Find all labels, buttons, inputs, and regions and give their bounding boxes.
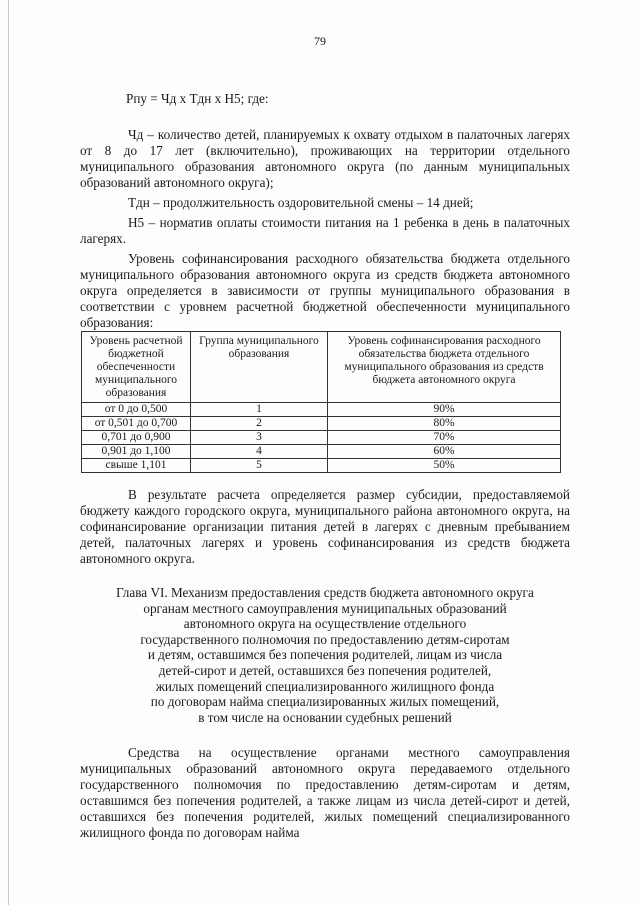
chapter-line: органам местного самоуправления муниципальных образований [143,600,507,616]
cell-level: 70% [328,431,561,445]
table-row [82,403,561,417]
cell-group: 2 [191,417,328,431]
scan-edge-line [8,0,9,905]
cell-range: от 0 до 0,500 [82,403,191,417]
cell-level: 80% [328,417,561,431]
final-paragraph: Средства на осуществление органами местного самоуправления муниципальных образований автономного округа передаваемого отдельного государственного полномочия по предоставлению детям-сиротам и детям, оставшимся без попечения родителей, а также лицам из числа детей-сирот и детей, оставшихся без попечения родителей, жилых помещений специализированного жилищного фонда по договорам найма [80,745,570,840]
result-paragraph: В результате расчета определяется размер субсидии, предоставляемой бюджету каждого городского округа, муниципального района автономного округа, на софинансирование организации питания детей в лагерях с дневным пребыванием детей, палаточных лагерях и уровень софинансирования из средств бюджета автономного округа. [80,487,570,566]
cell-level: 60% [328,445,561,459]
cell-group: 1 [191,403,328,417]
table-header-row [82,332,561,403]
cell-group: 4 [191,445,328,459]
cell-range: свыше 1,101 [82,459,191,473]
header-budget-provision-level: Уровень расчетной бюджетной обеспеченности муниципального образования [82,332,191,403]
definitions-block [80,127,570,331]
cofinancing-intro-paragraph: Уровень софинансирования расходного обязательства бюджета отдельного муниципального образования автономного округа из средств бюджета автономного округа определяется в зависимости от группы муниципального образования в соответствии с уровнем расчетной бюджетной обеспеченности муниципального образования: [80,251,570,330]
final-block [80,745,570,841]
chapter-line: жилых помещений специализированного жилищного фонда [155,678,495,694]
cofinancing-table [81,331,561,473]
definition-shift-duration: Тдн – продолжительность оздоровительной смены – 14 дней; [128,195,474,210]
header-cofinancing-level: Уровень софинансирования расходного обязательства бюджета отдельного муниципального образования из средств бюджета автономного округа [328,332,561,403]
chapter-line: государственного полномочия по предоставлению детям-сиротам [140,631,510,647]
table-row [82,459,561,473]
table-row [82,431,561,445]
definition-meal-norm: Н5 – норматив оплаты стоимости питания на 1 ребенка в день в палаточных лагерях. [80,215,570,246]
chapter-line: Глава VI. Механизм предоставления средств бюджета автономного округа [116,585,534,600]
chapter-line: автономного округа на осуществление отдельного [183,616,467,632]
cell-range: от 0,501 до 0,700 [82,417,191,431]
header-municipality-group: Группа муниципального образования [191,332,328,403]
cell-range: 0,901 до 1,100 [82,445,191,459]
chapter-line: по договорам найма специализированных жилых помещений, [150,694,500,710]
chapter-line: детей-сирот и детей, оставшихся без попечения родителей, [158,662,492,678]
cell-level: 50% [328,459,561,473]
chapter-line: и детям, оставшимся без попечения родителей, лицам из числа [147,647,503,663]
chapter-line: в том числе на основании судебных решений [198,709,452,725]
cell-group: 3 [191,431,328,445]
formula-line: Рпу = Чд х Тдн х Н5; где: [126,91,269,106]
chapter-heading [80,585,570,725]
cell-level: 90% [328,403,561,417]
table-row [82,445,561,459]
table-row [82,417,561,431]
cell-group: 5 [191,459,328,473]
page-number: 79 [314,34,326,48]
result-block [80,487,570,567]
definition-children-count: Чд – количество детей, планируемых к охвату отдыхом в палаточных лагерях от 8 до 17 лет (включительно), проживающих на территории отдельного муниципального образования автономного округа (по данным муниципальных образований автономного округа); [80,127,570,190]
cell-range: 0,701 до 0,900 [82,431,191,445]
